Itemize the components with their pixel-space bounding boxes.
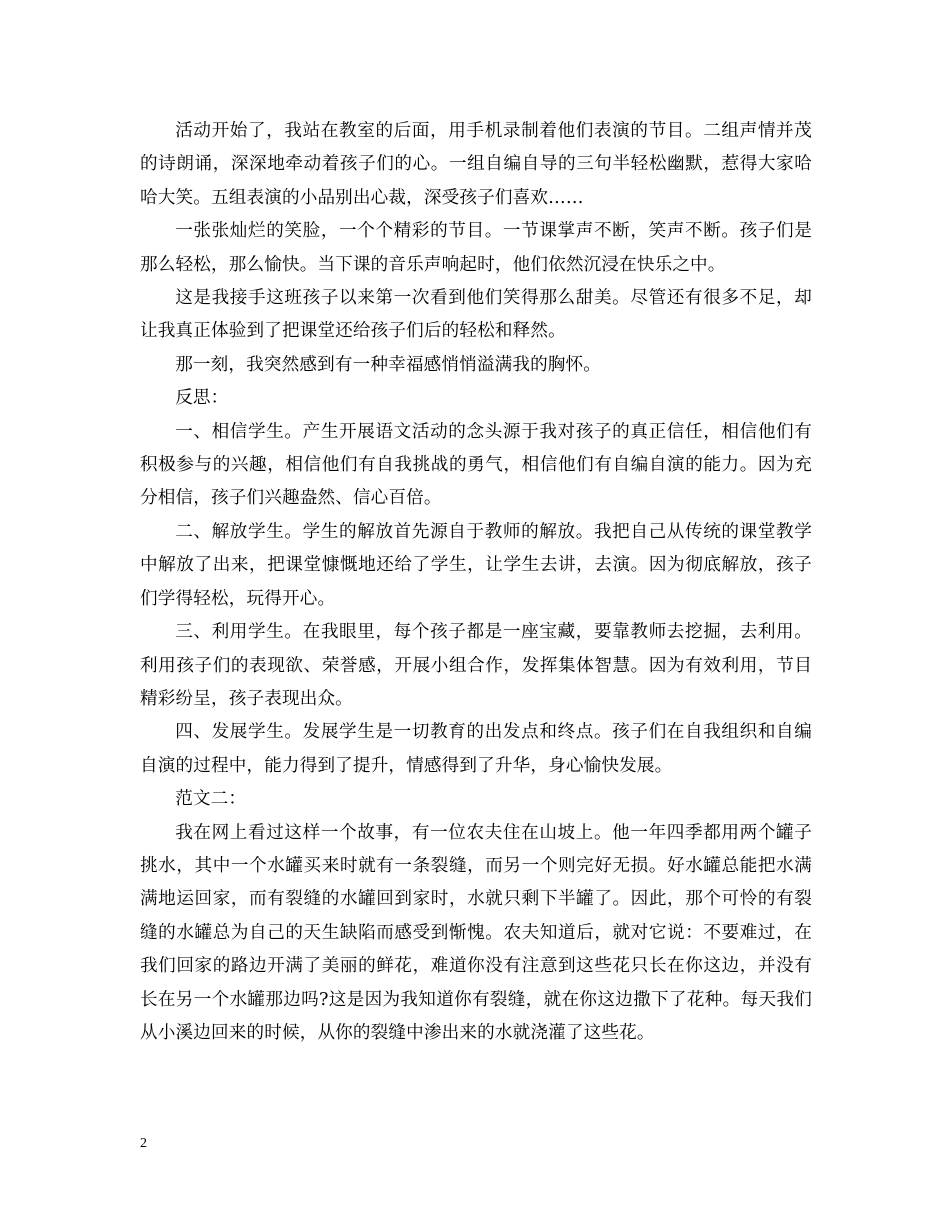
paragraph-liberate-students: 二、解放学生。学生的解放首先源自于教师的解放。我把自己从传统的课堂教学中解放了出来，把课堂慷慨地还给了学生，让学生去讲，去演。因为彻底解放，孩子们学得轻松，玩得开心。 (140, 521, 812, 609)
page-number: 2 (140, 1136, 147, 1151)
paragraph-trust-students: 一、相信学生。产生开展语文活动的念头源于我对孩子的真正信任，相信他们有积极参与的兴趣，相信他们有自我挑战的勇气，相信他们有自编自演的能力。因为充分相信，孩子们兴趣盎然、信心百倍。 (140, 421, 812, 509)
paragraph-utilize-students: 三、利用学生。在我眼里，每个孩子都是一座宝藏，要靠教师去挖掘，去利用。利用孩子们的表现欲、荣誉感，开展小组合作，发挥集体智慧。因为有效利用，节目精彩纷呈，孩子表现出众。 (140, 622, 812, 709)
paragraph-water-jar-story: 我在网上看过这样一个故事，有一位农夫住在山坡上。他一年四季都用两个罐子挑水，其中一个水罐买来时就有一条裂缝，而另一个则完好无损。好水罐总能把水满满地运回家，而有裂缝的水罐回到家时，水就只剩下半罐了。因此，那个可怜的有裂缝的水罐总为自己的天生缺陷而感受到惭愧。农夫知道后，就对它说：不要难过，在我们回家的路边开满了美丽的鲜花，难道你没有注意到这些花只长在你这边，并没有长在另一个水罐那边吗?这是因为我知道你有裂缝，就在你这边撒下了花种。每天我们从小溪边回来的时候，从你的裂缝中渗出来的水就浇灌了这些花。 (140, 822, 812, 1043)
document-body (140, 115, 812, 1050)
section-heading-reflection: 反思： (175, 388, 229, 409)
paragraph-activity-start: 活动开始了，我站在教室的后面，用手机录制着他们表演的节目。二组声情并茂的诗朗诵，深深地牵动着孩子们的心。一组自编自导的三句半轻松幽默，惹得大家哈哈大笑。五组表演的小品别出心裁，深受孩子们喜欢…… (140, 121, 812, 208)
paragraph-develop-students: 四、发展学生。发展学生是一切教育的出发点和终点。孩子们在自我组织和自编自演的过程中，能力得到了提升，情感得到了升华，身心愉快发展。 (140, 722, 812, 776)
section-heading-sample-two: 范文二： (175, 789, 247, 810)
paragraph-happiness: 那一刻，我突然感到有一种幸福感悄悄溢满我的胸怀。 (175, 354, 602, 375)
paragraph-first-time: 这是我接手这班孩子以来第一次看到他们笑得那么甜美。尽管还有很多不足，却让我真正体验到了把课堂还给孩子们后的轻松和释然。 (140, 288, 812, 342)
paragraph-smiling-faces: 一张张灿烂的笑脸，一个个精彩的节目。一节课掌声不断，笑声不断。孩子们是那么轻松，那么愉快。当下课的音乐声响起时，他们依然沉浸在快乐之中。 (140, 221, 812, 275)
